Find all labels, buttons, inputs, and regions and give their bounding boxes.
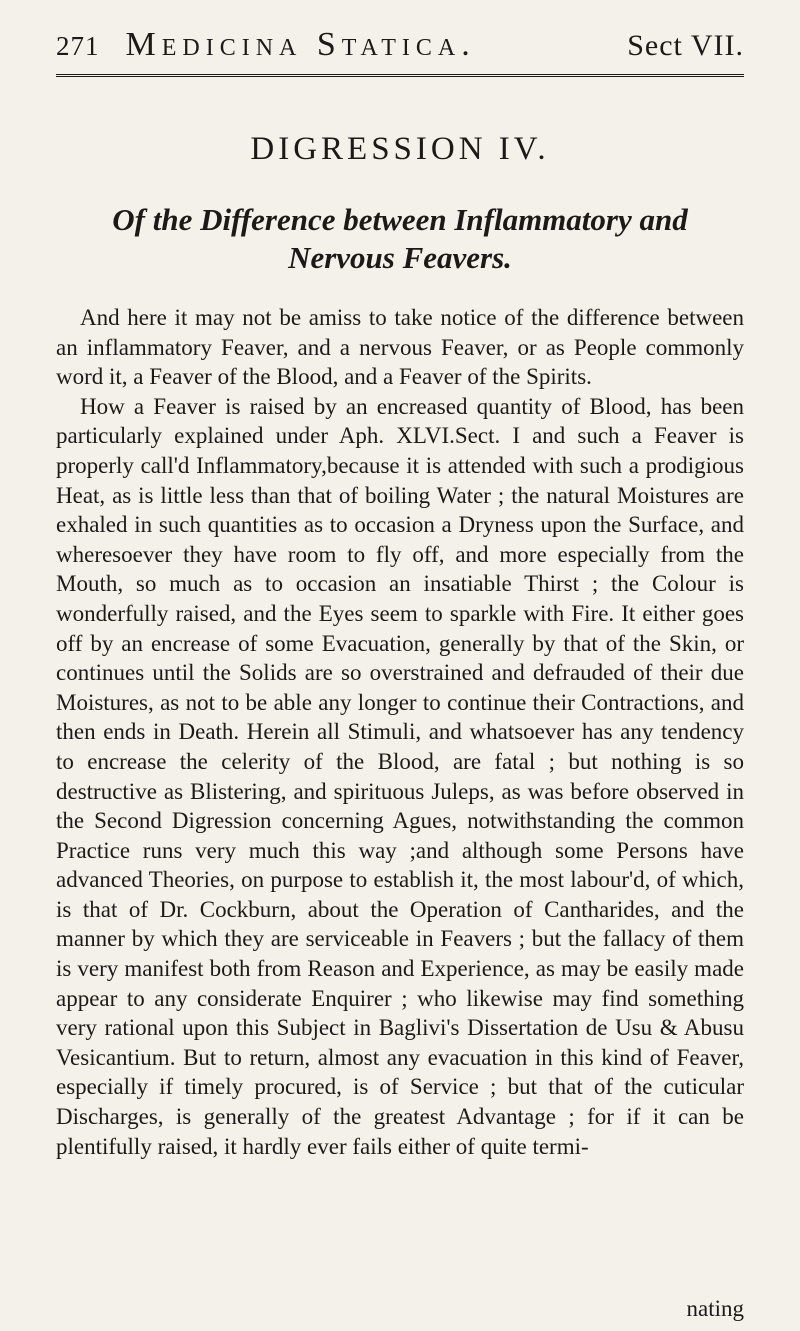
page-number: 271	[56, 31, 100, 61]
section-label: Sect VII.	[627, 29, 744, 62]
catchword: nating	[686, 1296, 744, 1321]
digression-subheading: Of the Difference between Inflammatory and Nervous Feavers.	[112, 202, 688, 275]
paragraph: And here it may not be amiss to take notice of the difference between an inflammatory Feaver, and a nervous Feaver, or as People commonly word it, a Feaver of the Blood, and a Feaver of the Spirits.	[56, 305, 744, 390]
running-title: Medicina Statica.	[125, 26, 476, 63]
digression-heading: DIGRESSION IV.	[250, 131, 550, 167]
body-text	[56, 303, 744, 1161]
paragraph: How a Feaver is raised by an encreased quantity of Blood, has been particularly explained under Aph. XLVI.Sect. I and such a Feaver is properly call'd Inflammatory,because it is attended with such a prodigious Heat, as is little less than that of boiling Water ; the natural Moistures are exhaled in such quantities as to occasion a Dryness upon the Surface, and wheresoever they have room to fly off, and more especially from the Mouth, so much as to occasion an insatiable Thirst ; the Colour is wonderfully raised, and the Eyes seem to sparkle with Fire. It either goes off by an encrease of some Evacuation, generally by that of the Skin, or continues until the Solids are so overstrained and defrauded of their due Moistures, as not to be able any longer to continue their Contractions, and then ends in Death. Herein all Stimuli, and whatsoever has any tendency to encrease the celerity of the Blood, are fatal ; but nothing is so destructive as Blistering, and spirituous Juleps, as was before observed in the Second Digression concerning Agues, notwithstanding the common Practice runs very much this way ;and although some Persons have advanced Theories, on purpose to establish it, the most labour'd, of which, is that of Dr. Cockburn, about the Operation of Cantharides, and the manner by which they are serviceable in Feavers ; but the fallacy of them is very manifest both from Reason and Experience, as may be easily made appear to any considerate Enquirer ; who likewise may find something very rational upon this Subject in Baglivi's Dissertation de Usu & Abusu Vesicantium. But to return, almost any evacuation in this kind of Feaver, especially if timely procured, is of Service ; but that of the cuticular Discharges, is generally of the greatest Advantage ; for if it can be plentifully raised, it hardly ever fails either of quite termi-	[56, 393, 744, 1159]
running-head	[56, 26, 744, 77]
